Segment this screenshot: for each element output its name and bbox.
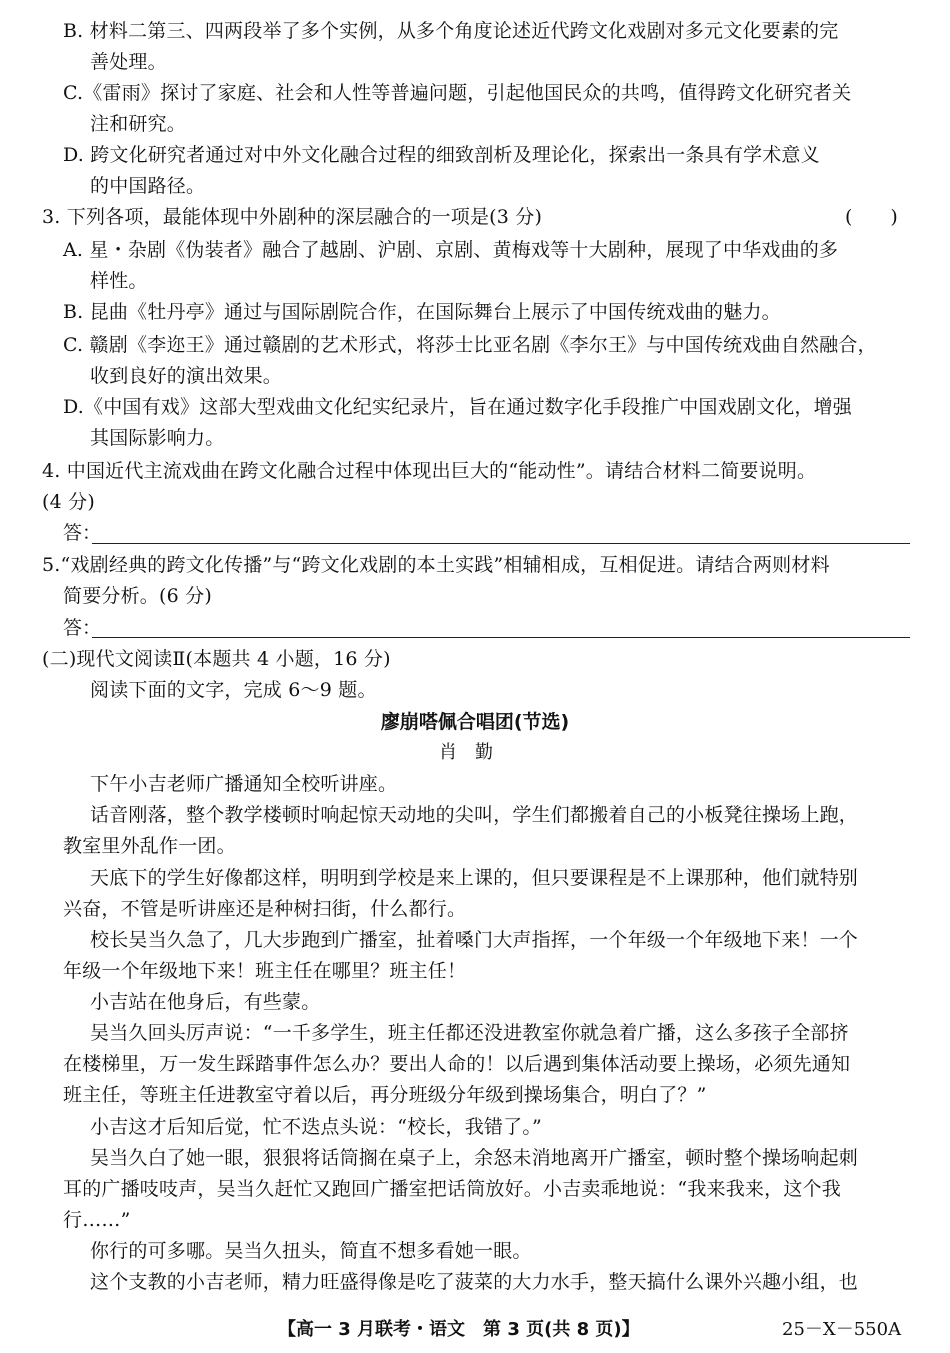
story-title: 廖崩嗒佩合唱团(节选) bbox=[380, 711, 570, 733]
q3-option-d-line1: D.《中国有戏》这部大型戏曲文化纪实纪录片，旨在通过数字化手段推广中国戏剧文化，增强 bbox=[63, 396, 852, 418]
q3-option-d-line2: 其国际影响力。 bbox=[90, 427, 225, 449]
story-p2-line2: 教室里外乱作一团。 bbox=[63, 835, 236, 857]
q4-answer-line[interactable] bbox=[92, 543, 910, 544]
q2-option-c-line2: 注和研究。 bbox=[90, 113, 187, 135]
story-p8-line1: 吴当久白了她一眼，狠狠将话筒搁在桌子上，余怒未消地离开广播室，顿时整个操场响起刺 bbox=[90, 1147, 859, 1169]
story-p3-line2: 兴奋，不管是听讲座还是种树扫街，什么都行。 bbox=[63, 898, 467, 920]
story-p8-line3: 行……” bbox=[63, 1209, 131, 1231]
story-p6-line3: 班主任，等班主任进教室守着以后，再分班级分年级到操场集合，明白了？” bbox=[63, 1084, 707, 1106]
story-p7-line1: 小吉这才后知后觉，忙不迭点头说：“校长，我错了。” bbox=[90, 1116, 542, 1138]
section-heading: (二)现代文阅读Ⅱ(本题共 4 小题，16 分) bbox=[42, 648, 391, 670]
story-p9-line1: 你行的可多哪。吴当久扭头，简直不想多看她一眼。 bbox=[90, 1240, 532, 1262]
section-instruction: 阅读下面的文字，完成 6～9 题。 bbox=[90, 679, 377, 701]
story-p3-line1: 天底下的学生好像都这样，明明到学校是来上课的，但只要课程是不上课那种，他们就特别 bbox=[90, 867, 859, 889]
q3-answer-bracket: ( ) bbox=[845, 206, 898, 228]
q3-option-b-line1: B. 昆曲《牡丹亭》通过与国际剧院合作，在国际舞台上展示了中国传统戏曲的魅力。 bbox=[63, 301, 781, 323]
q5-stem-line1: 5.“戏剧经典的跨文化传播”与“跨文化戏剧的本土实践”相辅相成，互相促进。请结合两则材料 bbox=[42, 554, 830, 576]
story-p1-line1: 下午小吉老师广播通知全校听讲座。 bbox=[90, 773, 398, 795]
q2-option-d-line2: 的中国路径。 bbox=[90, 175, 206, 197]
story-p8-line2: 耳的广播吱吱声，吴当久赶忙又跑回广播室把话筒放好。小吉卖乖地说：“我来我来，这个我 bbox=[63, 1178, 841, 1200]
story-p2-line1: 话音刚落，整个教学楼顿时响起惊天动地的尖叫，学生们都搬着自己的小板凳往操场上跑， bbox=[90, 804, 859, 826]
q2-option-b-line2: 善处理。 bbox=[90, 51, 167, 73]
q3-option-a-line2: 样性。 bbox=[90, 270, 148, 292]
story-p4-line2: 年级一个年级地下来！班主任在哪里？班主任！ bbox=[63, 960, 467, 982]
q5-answer-label: 答： bbox=[63, 617, 102, 639]
q2-option-d-line1: D. 跨文化研究者通过对中外文化融合过程的细致剖析及理论化，探索出一条具有学术意义 bbox=[63, 144, 820, 166]
story-author: 肖勤 bbox=[439, 742, 511, 763]
q4-answer-label: 答： bbox=[63, 522, 102, 544]
q4-stem-line1: 4. 中国近代主流戏曲在跨文化融合过程中体现出巨大的“能动性”。请结合材料二简要说明。 bbox=[42, 460, 817, 482]
q3-option-c-line2: 收到良好的演出效果。 bbox=[90, 365, 283, 387]
q2-option-c-line1: C.《雷雨》探讨了家庭、社会和人性等普遍问题，引起他国民众的共鸣，值得跨文化研究者关 bbox=[63, 82, 852, 104]
q3-option-c-line1: C. 赣剧《李迩王》通过赣剧的艺术形式，将莎士比亚名剧《李尔王》与中国传统戏曲自然融合， bbox=[63, 334, 877, 356]
q4-stem-line2: (4 分) bbox=[42, 491, 95, 513]
story-p10-line1: 这个支教的小吉老师，精力旺盛得像是吃了菠菜的大力水手，整天搞什么课外兴趣小组，也 bbox=[90, 1271, 859, 1293]
q5-answer-line[interactable] bbox=[92, 637, 910, 638]
story-p4-line1: 校长吴当久急了，几大步跑到广播室，扯着嗓门大声指挥，一个年级一个年级地下来！一个 bbox=[90, 929, 859, 951]
footer-paper-code: 25－X－550A bbox=[782, 1319, 902, 1340]
footer-exam-info: 【高一 3 月联考・语文 第 3 页(共 8 页)】 bbox=[278, 1319, 640, 1340]
q2-option-b-line1: B. 材料二第三、四两段举了多个实例，从多个角度论述近代跨文化戏剧对多元文化要素的完 bbox=[63, 20, 839, 42]
q3-stem: 3. 下列各项，最能体现中外剧种的深层融合的一项是(3 分) bbox=[42, 206, 543, 228]
story-p6-line1: 吴当久回头厉声说：“一千多学生，班主任都还没进教室你就急着广播，这么多孩子全部挤 bbox=[90, 1022, 849, 1044]
story-p5-line1: 小吉站在他身后，有些蒙。 bbox=[90, 991, 321, 1013]
q3-option-a-line1: A. 星・杂剧《伪装者》融合了越剧、沪剧、京剧、黄梅戏等十大剧种，展现了中华戏曲的多 bbox=[63, 239, 839, 261]
q5-stem-line2: 简要分析。(6 分) bbox=[63, 585, 212, 607]
story-p6-line2: 在楼梯里，万一发生踩踏事件怎么办？要出人命的！以后遇到集体活动要上操场，必须先通知 bbox=[63, 1053, 851, 1075]
